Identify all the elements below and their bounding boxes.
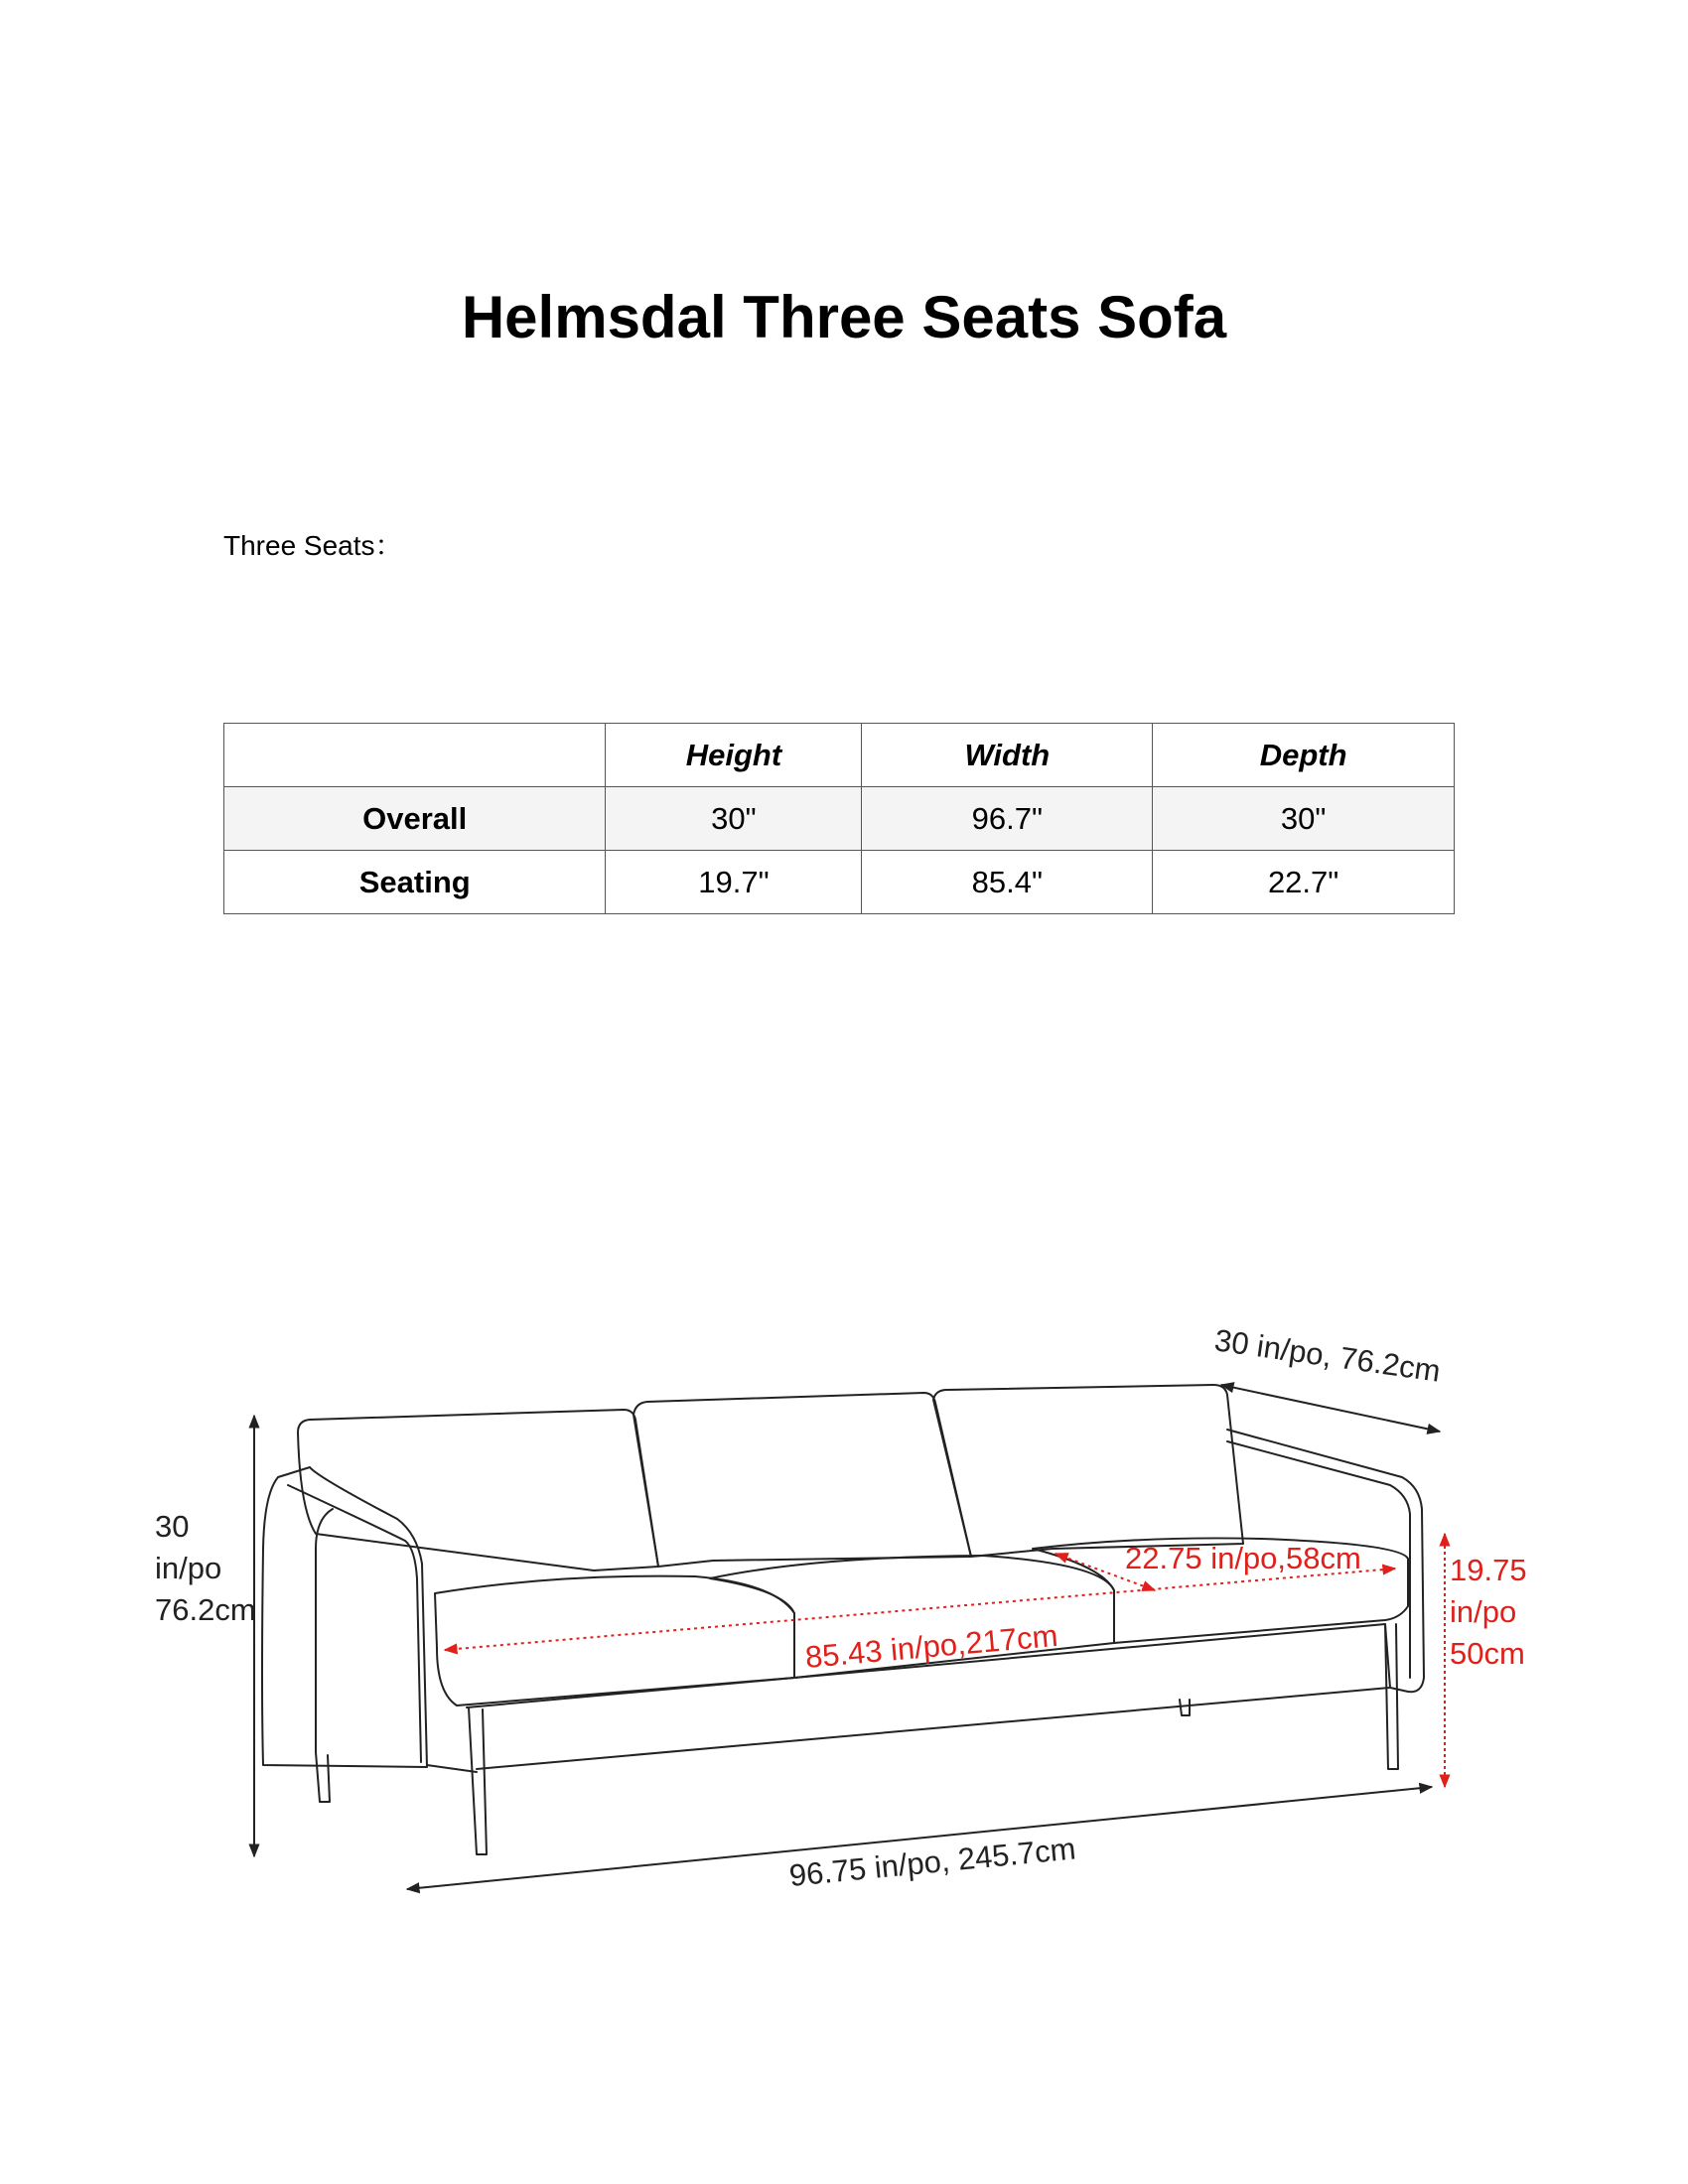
cell-seating-width: 85.4" bbox=[862, 851, 1153, 914]
cell-overall-width: 96.7" bbox=[862, 787, 1153, 851]
header-width: Width bbox=[862, 724, 1153, 787]
back-cushion-right bbox=[933, 1385, 1243, 1557]
seat-height-label-2: in/po bbox=[1450, 1594, 1517, 1629]
cell-overall-depth: 30" bbox=[1153, 787, 1455, 851]
row-label-seating: Seating bbox=[224, 851, 606, 914]
cell-seating-depth: 22.7" bbox=[1153, 851, 1455, 914]
header-height: Height bbox=[606, 724, 862, 787]
overall-height-label-3: 76.2cm bbox=[155, 1592, 256, 1627]
overall-height-label-2: in/po bbox=[155, 1551, 222, 1585]
seat-height-label-3: 50cm bbox=[1450, 1636, 1525, 1671]
left-armrest-inner bbox=[288, 1485, 421, 1762]
seat-depth-label: 22.75 in/po,58cm bbox=[1125, 1541, 1361, 1575]
seat-cushion-left bbox=[435, 1576, 794, 1706]
leg-back-left bbox=[316, 1752, 330, 1802]
seat-height-label-1: 19.75 bbox=[1450, 1553, 1527, 1587]
overall-width-label: 96.75 in/po, 245.7cm bbox=[787, 1831, 1077, 1893]
page-title: Helmsdal Three Seats Sofa bbox=[461, 284, 1227, 350]
seat-width-label: 85.43 in/po,217cm bbox=[803, 1617, 1059, 1675]
row-label-overall: Overall bbox=[224, 787, 606, 851]
overall-depth-label: 30 in/po, 76.2cm bbox=[1212, 1322, 1443, 1389]
overall-depth-arrow bbox=[1221, 1385, 1440, 1432]
cell-overall-height: 30" bbox=[606, 787, 862, 851]
section-label: Three Seats： bbox=[223, 530, 403, 561]
base-bottom bbox=[427, 1765, 477, 1772]
sofa-illustration bbox=[262, 1385, 1424, 1854]
overall-height-label-1: 30 bbox=[155, 1509, 190, 1544]
header-depth: Depth bbox=[1153, 724, 1455, 787]
cell-seating-height: 19.7" bbox=[606, 851, 862, 914]
back-cushion-left bbox=[298, 1410, 658, 1570]
back-cushion-middle bbox=[633, 1393, 971, 1567]
left-armrest-panel bbox=[316, 1509, 333, 1752]
leg-front-left bbox=[469, 1707, 487, 1854]
leg-back-right bbox=[1180, 1700, 1190, 1715]
